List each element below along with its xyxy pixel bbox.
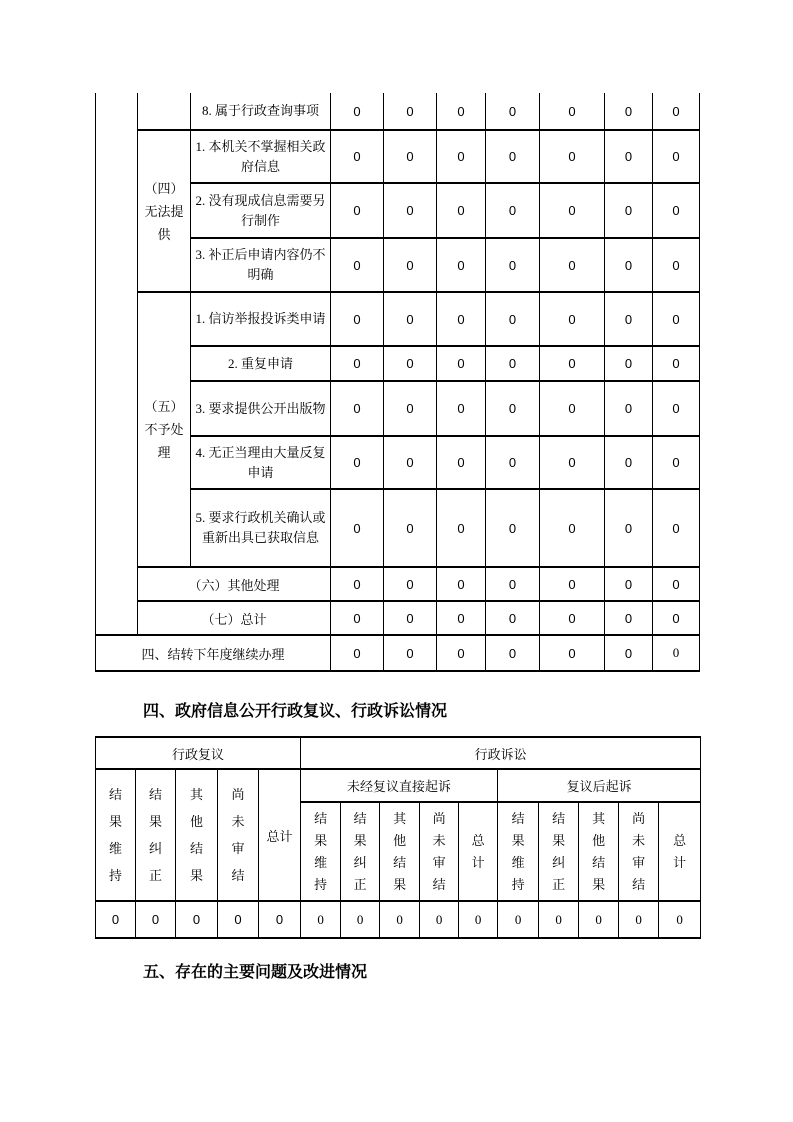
value-cell: 0 bbox=[653, 183, 700, 238]
value-cell: 0 bbox=[605, 635, 653, 671]
table-row bbox=[96, 567, 700, 601]
value-cell: 0 bbox=[486, 292, 540, 346]
value-cell: 0 bbox=[380, 901, 420, 938]
value-cell: 0 bbox=[331, 489, 384, 567]
value-cell: 0 bbox=[605, 346, 653, 381]
value-cell: 0 bbox=[540, 292, 605, 346]
value-cell: 0 bbox=[437, 238, 486, 292]
value-cell: 0 bbox=[384, 238, 437, 292]
col-header-result-maintained: 结果维持 bbox=[96, 769, 136, 901]
value-cell: 0 bbox=[605, 567, 653, 601]
value-cell: 0 bbox=[486, 93, 540, 130]
value-cell: 0 bbox=[653, 130, 700, 183]
row-label: 1. 信访举报投诉类申请 bbox=[191, 292, 331, 346]
col-header-result-maintained: 结果维持 bbox=[301, 802, 341, 901]
col-header-pending: 尚未审结 bbox=[420, 802, 459, 901]
value-cell: 0 bbox=[486, 238, 540, 292]
value-cell: 0 bbox=[331, 183, 384, 238]
value-cell: 0 bbox=[659, 901, 701, 938]
value-cell: 0 bbox=[653, 381, 700, 436]
value-cell: 0 bbox=[331, 292, 384, 346]
value-cell: 0 bbox=[331, 346, 384, 381]
value-cell: 0 bbox=[301, 901, 341, 938]
value-cell: 0 bbox=[420, 901, 459, 938]
value-cell: 0 bbox=[540, 436, 605, 489]
value-cell: 0 bbox=[540, 489, 605, 567]
value-cell: 0 bbox=[653, 93, 700, 130]
value-cell: 0 bbox=[653, 346, 700, 381]
table-row bbox=[96, 769, 701, 802]
value-cell: 0 bbox=[176, 901, 218, 938]
col-header-pending: 尚未审结 bbox=[619, 802, 659, 901]
value-cell: 0 bbox=[486, 381, 540, 436]
value-cell: 0 bbox=[331, 635, 384, 671]
value-cell: 0 bbox=[437, 381, 486, 436]
category-name: 无法提供 bbox=[144, 203, 184, 242]
value-cell: 0 bbox=[653, 635, 700, 671]
section-4-heading: 四、政府信息公开行政复议、行政诉讼情况 bbox=[143, 703, 448, 720]
value-cell: 0 bbox=[437, 130, 486, 183]
value-cell: 0 bbox=[384, 292, 437, 346]
table-row bbox=[96, 901, 701, 938]
value-cell: 0 bbox=[486, 567, 540, 601]
col-header-pending: 尚未审结 bbox=[218, 769, 259, 901]
value-cell: 0 bbox=[540, 346, 605, 381]
col-header-result-corrected: 结果纠正 bbox=[136, 769, 176, 901]
category-tag: （四） bbox=[144, 180, 184, 196]
value-cell: 0 bbox=[437, 292, 486, 346]
value-cell: 0 bbox=[605, 489, 653, 567]
value-cell: 0 bbox=[331, 238, 384, 292]
value-cell: 0 bbox=[540, 635, 605, 671]
value-cell: 0 bbox=[540, 183, 605, 238]
row-label: 4. 无正当理由大量反复申请 bbox=[191, 436, 331, 489]
value-cell: 0 bbox=[653, 238, 700, 292]
row-label: 3. 补正后申请内容仍不明确 bbox=[191, 238, 331, 292]
value-cell: 0 bbox=[540, 601, 605, 635]
value-cell: 0 bbox=[384, 93, 437, 130]
value-cell: 0 bbox=[437, 567, 486, 601]
value-cell: 0 bbox=[259, 901, 301, 938]
value-cell: 0 bbox=[605, 601, 653, 635]
col-header-total: 总计 bbox=[459, 802, 498, 901]
table-row bbox=[96, 737, 701, 769]
value-cell: 0 bbox=[486, 601, 540, 635]
value-cell: 0 bbox=[653, 601, 700, 635]
col-header-result-maintained: 结果维持 bbox=[498, 802, 539, 901]
category-name: 不予处理 bbox=[144, 422, 184, 460]
row-label: 3. 要求提供公开出版物 bbox=[191, 381, 331, 436]
col-header-other-result: 其他结果 bbox=[176, 769, 218, 901]
value-cell: 0 bbox=[384, 130, 437, 183]
category-cell bbox=[138, 130, 191, 292]
left-span-cell bbox=[96, 93, 138, 635]
value-cell: 0 bbox=[605, 130, 653, 183]
col-header-total: 总计 bbox=[259, 769, 301, 901]
table-row bbox=[96, 93, 700, 130]
value-cell: 0 bbox=[384, 381, 437, 436]
value-cell: 0 bbox=[540, 130, 605, 183]
processing-results-table bbox=[95, 93, 700, 672]
value-cell: 0 bbox=[486, 130, 540, 183]
value-cell: 0 bbox=[619, 901, 659, 938]
value-cell: 0 bbox=[331, 93, 384, 130]
value-cell: 0 bbox=[605, 238, 653, 292]
value-cell: 0 bbox=[486, 635, 540, 671]
sub-header-direct-suit: 未经复议直接起诉 bbox=[301, 769, 498, 802]
value-cell: 0 bbox=[331, 567, 384, 601]
col-header-result-corrected: 结果纠正 bbox=[539, 802, 579, 901]
row-label: 四、结转下年度继续办理 bbox=[96, 635, 331, 671]
category-tag: （五） bbox=[144, 399, 184, 414]
table-row bbox=[96, 292, 700, 346]
table-row bbox=[96, 635, 700, 671]
table-row bbox=[96, 601, 700, 635]
row-label: 2. 重复申请 bbox=[191, 346, 331, 381]
value-cell: 0 bbox=[486, 489, 540, 567]
value-cell: 0 bbox=[437, 436, 486, 489]
value-cell: 0 bbox=[96, 901, 136, 938]
value-cell: 0 bbox=[540, 93, 605, 130]
row-label: （六）其他处理 bbox=[138, 567, 331, 601]
value-cell: 0 bbox=[540, 381, 605, 436]
sub-header-suit-after-review: 复议后起诉 bbox=[498, 769, 701, 802]
value-cell: 0 bbox=[605, 93, 653, 130]
row-label: 1. 本机关不掌握相关政府信息 bbox=[191, 130, 331, 183]
value-cell: 0 bbox=[341, 901, 380, 938]
value-cell: 0 bbox=[331, 130, 384, 183]
row-label: 5. 要求行政机关确认或重新出具已获取信息 bbox=[191, 489, 331, 567]
value-cell: 0 bbox=[384, 346, 437, 381]
value-cell: 0 bbox=[136, 901, 176, 938]
value-cell: 0 bbox=[540, 238, 605, 292]
value-cell: 0 bbox=[653, 567, 700, 601]
value-cell: 0 bbox=[331, 601, 384, 635]
col-header-result-corrected: 结果纠正 bbox=[341, 802, 380, 901]
value-cell: 0 bbox=[653, 292, 700, 346]
value-cell: 0 bbox=[486, 183, 540, 238]
value-cell: 0 bbox=[384, 635, 437, 671]
value-cell: 0 bbox=[437, 635, 486, 671]
value-cell: 0 bbox=[605, 292, 653, 346]
col-header-total: 总计 bbox=[659, 802, 701, 901]
value-cell: 0 bbox=[605, 381, 653, 436]
value-cell: 0 bbox=[331, 436, 384, 489]
row-label: 2. 没有现成信息需要另行制作 bbox=[191, 183, 331, 238]
group-header-litigation: 行政诉讼 bbox=[301, 737, 701, 769]
value-cell: 0 bbox=[437, 183, 486, 238]
value-cell: 0 bbox=[605, 183, 653, 238]
value-cell: 0 bbox=[653, 489, 700, 567]
value-cell: 0 bbox=[539, 901, 579, 938]
section-5-heading: 五、存在的主要问题及改进情况 bbox=[143, 964, 368, 981]
group-header-review: 行政复议 bbox=[96, 737, 301, 769]
value-cell: 0 bbox=[498, 901, 539, 938]
value-cell: 0 bbox=[384, 436, 437, 489]
value-cell: 0 bbox=[384, 183, 437, 238]
value-cell: 0 bbox=[384, 489, 437, 567]
value-cell: 0 bbox=[437, 601, 486, 635]
row-label: （七）总计 bbox=[138, 601, 331, 635]
review-litigation-table bbox=[95, 736, 701, 939]
value-cell: 0 bbox=[459, 901, 498, 938]
value-cell: 0 bbox=[437, 93, 486, 130]
row-label: 8. 属于行政查询事项 bbox=[191, 93, 331, 130]
value-cell: 0 bbox=[653, 436, 700, 489]
value-cell: 0 bbox=[331, 381, 384, 436]
col-header-other-result: 其他结果 bbox=[380, 802, 420, 901]
value-cell: 0 bbox=[384, 601, 437, 635]
category-cell-empty bbox=[138, 93, 191, 130]
value-cell: 0 bbox=[579, 901, 619, 938]
value-cell: 0 bbox=[437, 489, 486, 567]
value-cell: 0 bbox=[486, 436, 540, 489]
value-cell: 0 bbox=[540, 567, 605, 601]
col-header-other-result: 其他结果 bbox=[579, 802, 619, 901]
value-cell: 0 bbox=[605, 436, 653, 489]
category-cell bbox=[138, 292, 191, 567]
table-row bbox=[96, 130, 700, 183]
value-cell: 0 bbox=[486, 346, 540, 381]
value-cell: 0 bbox=[218, 901, 259, 938]
value-cell: 0 bbox=[384, 567, 437, 601]
value-cell: 0 bbox=[437, 346, 486, 381]
